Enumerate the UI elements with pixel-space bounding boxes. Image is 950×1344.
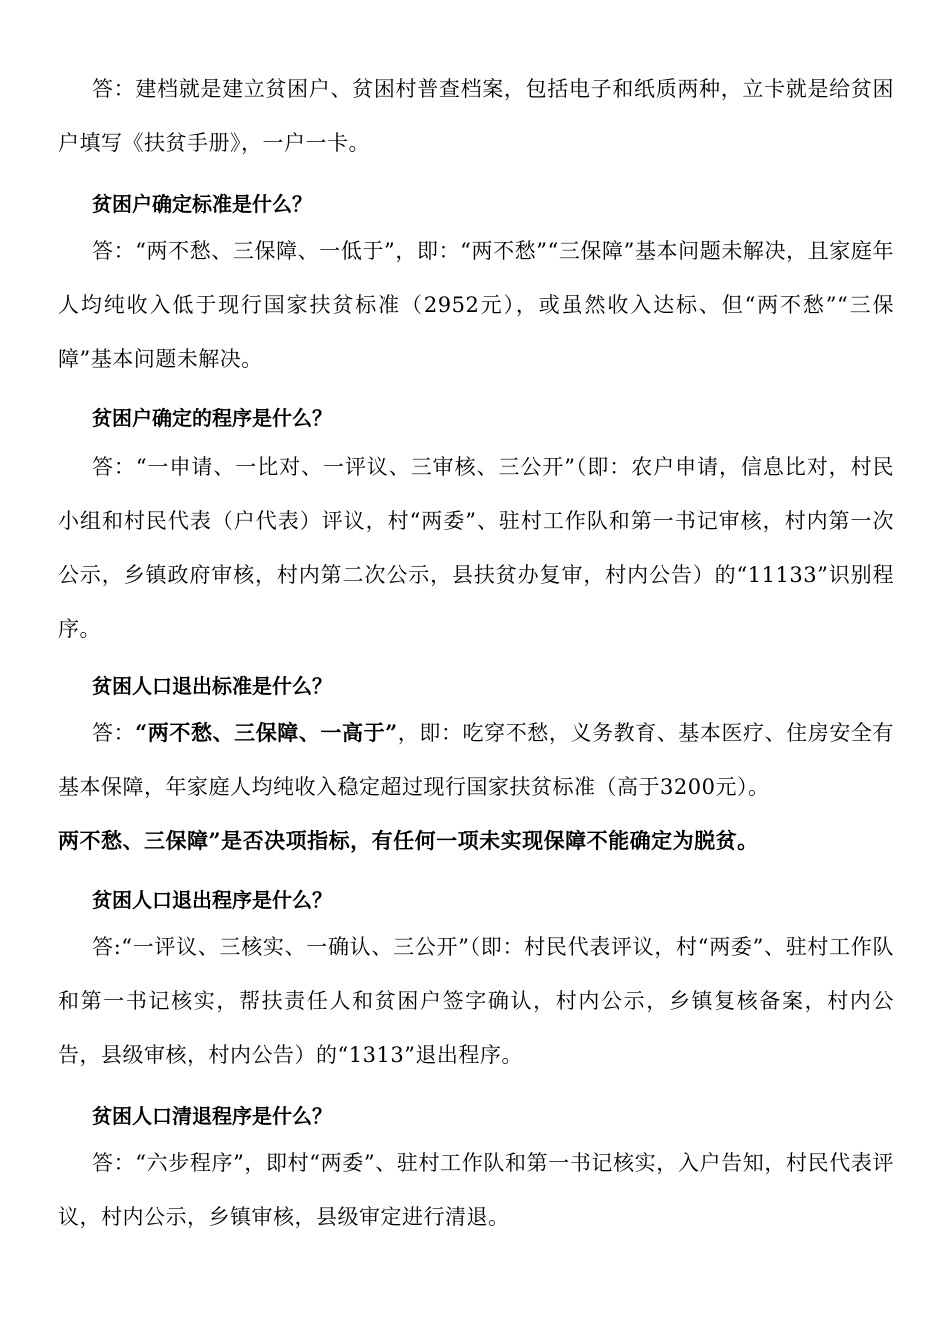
exit-standard-slogan: “两不愁、三保障、一高于” [135, 720, 398, 745]
answer-exit-standard [58, 706, 894, 814]
exit-standard-detail: ，即：吃穿不愁，义务教育、基本医疗、住房安全有基本保障，年家庭人均纯收入稳定超过现行国家扶贫标准（高于3200元）。 [58, 721, 894, 799]
answer-clearance-procedure: 答：“六步程序”，即村“两委”、驻村工作队和第一书记核实，入户告知，村民代表评议，村内公示，乡镇审核，县级审定进行清退。 [58, 1151, 894, 1229]
answer-paragraph-archive: 答：建档就是建立贫困户、贫困村普查档案，包括电子和纸质两种，立卡就是给贫困户填写《扶贫手册》，一户一卡。 [58, 77, 894, 155]
question-exit-standard: 贫困人口退出标准是什么？ [92, 674, 332, 698]
question-poverty-household-standard: 贫困户确定标准是什么？ [92, 192, 312, 216]
question-poverty-household-procedure: 贫困户确定的程序是什么？ [92, 406, 332, 430]
answer-poverty-household-procedure: 答：“一申请、一比对、一评议、三审核、三公开”（即：农户申请，信息比对，村民小组和村民代表（户代表）评议，村“两委”、驻村工作队和第一书记审核，村内第一次公示，乡镇政府审核，村内第二次公示，县扶贫办复审，村内公告）的“11133”识别程序。 [58, 455, 894, 641]
answer-poverty-household-standard: 答：“两不愁、三保障、一低于”，即：“两不愁”“三保障”基本问题未解决，且家庭年人均纯收入低于现行国家扶贫标准（2952元），或虽然收入达标、但“两不愁”“三保障”基本问题未解决。 [58, 239, 894, 371]
question-clearance-procedure: 贫困人口清退程序是什么？ [92, 1104, 332, 1128]
answer-prefix: 答： [92, 721, 136, 745]
answer-exit-procedure: 答:“一评议、三核实、一确认、三公开”（即：村民代表评议，村“两委”、驻村工作队和第一书记核实，帮扶责任人和贫困户签字确认，村内公示，乡镇复核备案，村内公告，县级审核，村内公告）的“1313”退出程序。 [58, 935, 894, 1067]
exit-standard-veto-note: 两不愁、三保障”是否决项指标，有任何一项未实现保障不能确定为脱贫。 [58, 828, 759, 853]
question-exit-procedure: 贫困人口退出程序是什么？ [92, 888, 332, 912]
